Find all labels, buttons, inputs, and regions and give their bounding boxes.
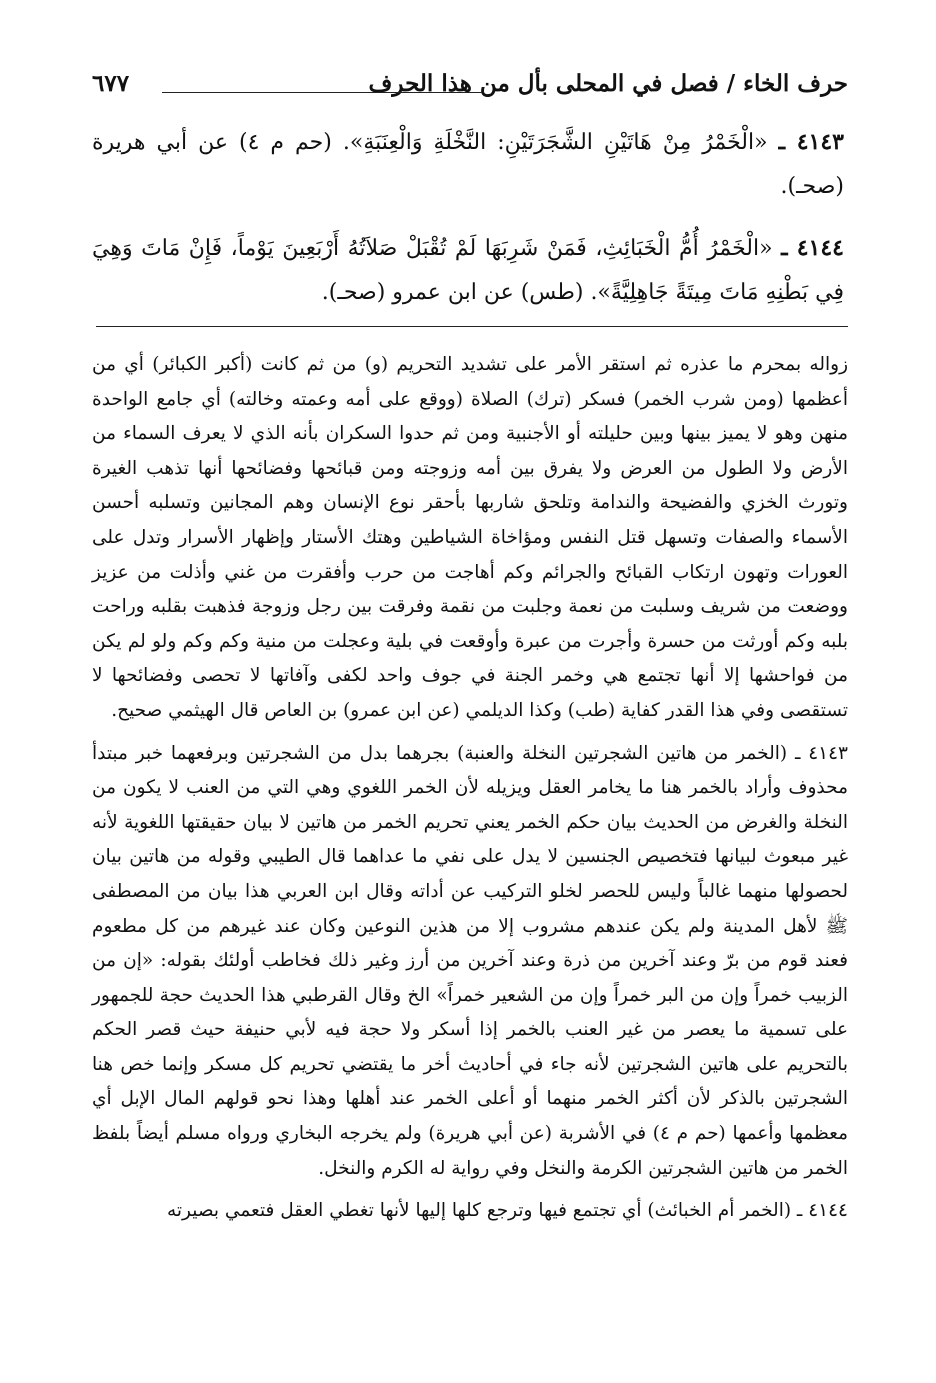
- commentary: [92, 348, 848, 1229]
- section-divider: [96, 326, 848, 327]
- hadith-4143: [92, 120, 844, 209]
- header-rule: [162, 92, 482, 93]
- hadith-text: «الْخَمْرُ مِنْ هَاتَيْنِ الشَّجَرَتَيْنِ: النَّخْلَةِ وَالْعِنَبَةِ». (حم م ٤) عن أبي هريرة (صحـ).: [92, 130, 844, 199]
- commentary-paragraph: ٤١٤٣ ـ (الخمر من هاتين الشجرتين النخلة والعنبة) بجرهما بدل من الشجرتين وبرفعهما خبر مبتدأ محذوف وأراد بالخمر هنا ما يخامر العقل ويزيله لأن الخمر اللغوي وهي التي من العنب لا يكون من النخلة والغرض من الحديث بيان حكم الخمر يعني تحريم الخمر من هاتين لا بيان حقيقتها اللغوية لأنه غير مبعوث لبيانها فتخصيص الجنسين لا يدل على نفي ما عداهما قال الطيبي وقوله من هاتين بيان لحصولها منهما غالباً وليس للحصر لخلو التركيب عن أداته وقال ابن العربي هذا بيان من المصطفى ﷺ لأهل المدينة ولم يكن عندهم مشروب إلا من هذين النوعين وكان عند غيرهم من كل مطعوم فعند قوم من برّ وعند آخرين من ذرة وعند آخرين من أرز وغير ذلك فخاطب أولئك بقوله: «إن من الزبيب خمراً وإن من البر خمراً وإن من الشعير خمراً» الخ وقال القرطبي هذا الحديث حجة للجمهور على تسمية ما يعصر من غير العنب بالخمر إذا أسكر ولا حجة فيه لأبي حنيفة حيث قصر الحكم بالتحريم على هاتين الشجرتين لأنه جاء في أحاديث أخر ما يقتضي تحريم كل مسكر وإنما خص هنا الشجرتين بالذكر لأن أكثر الخمر منهما أو أعلى الخمر عند أهلها وهذا نحو قولهم المال الإبل أي معظمها وأعمها (حم م ٤) في الأشربة (عن أبي هريرة) ولم يخرجه البخاري ورواه مسلم أيضاً بلفظ الخمر من هاتين الشجرتين الكرمة والنخل وفي رواية له الكرم والنخل.: [92, 742, 848, 1179]
- page-header: [92, 66, 848, 110]
- running-title: حرف الخاء / فصل في المحلى بأل من هذا الحرف: [368, 70, 848, 97]
- page-number: ٦٧٧: [92, 70, 130, 97]
- hadith-text: «الْخَمْرُ أُمُّ الْخَبَائِثِ، فَمَنْ شَرِبَهَا لَمْ تُقْبَلْ صَلاَتُهُ أَرْبَعِينَ يَوْماً، فَإِنْ مَاتَ وَهِيَ فِي بَطْنِهِ مَاتَ مِيتَةً جَاهِلِيَّةً». (طس) عن ابن عمرو (صحـ).: [92, 236, 844, 305]
- commentary-paragraph: زواله بمحرم ما عذره ثم استقر الأمر على تشديد التحريم (و) من ثم كانت (أكبر الكبائر) أي من أعظمها (ومن شرب الخمر) فسكر (ترك) الصلاة (ووقع على أمه وعمته وخالته) أي جامع الواحدة منهن وهو لا يميز بينها وبين حليلته أو الأجنبية ومن ثم حدوا السكران بأنه الذي لا يعرف السماء من الأرض ولا الطول من العرض ولا يفرق بين أمه وزوجته ومن قبائحها وفضائحها أنها تذهب الغيرة وتورث الخزي والفضيحة والندامة وتلحق شاربها بأحقر نوع الإنسان وهم المجانين وتسلبه أحسن الأسماء والصفات وتسهل قتل النفس ومؤاخاة الشياطين وهتك الأستار وإظهار الأسرار وتدل على العورات وتهون ارتكاب القبائح والجرائم وكم أهاجت من حرب وأفقرت من غني وأذلت من عزيز ووضعت من شريف وسلبت من نعمة وجلبت من نقمة وفرقت بين رجل وزوجة فذهبت بقلبه وراحت بلبه وكم أورثت من حسرة وأجرت من عبرة وأوقعت في بلية وعجلت من منية وكم وكم ولو لم يكن من فواحشها إلا أنها تجتمع هي وخمر الجنة في جوف واحد لكفى وآفاتها لا تحصى وفضائحها لا تستقصى وفي هذا القدر كفاية (طب) وكذا الديلمي (عن ابن عمرو) بن العاص قال الهيثمي صحيح.: [92, 354, 848, 721]
- commentary-paragraph: ٤١٤٤ ـ (الخمر أم الخبائث) أي تجتمع فيها وترجع كلها إليها لأنها تغطي العقل فتعمي بصيرته: [166, 1200, 848, 1222]
- hadith-number: ٤١٤٤ ـ: [781, 235, 844, 261]
- hadith-number: ٤١٤٣ ـ: [778, 129, 844, 155]
- hadith-4144: [92, 226, 844, 315]
